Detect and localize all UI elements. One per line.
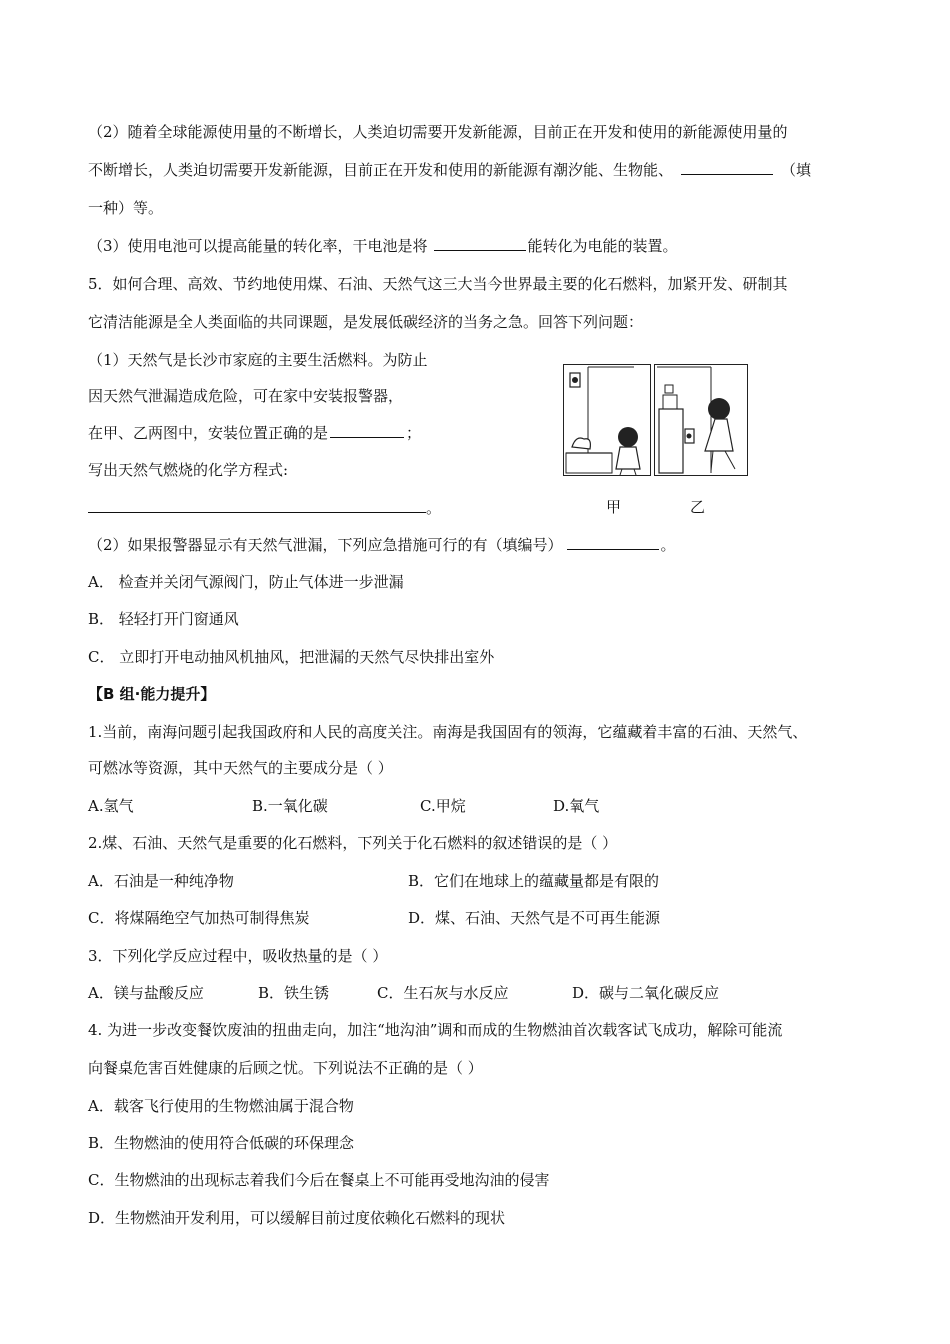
b-q4-option-b: B．生物燃油的使用符合低碳的环保理念 [88,1134,355,1152]
q5-part1-line5-end: 。 [426,499,442,517]
q5-option-b: B． 轻轻打开门窗通风 [88,610,239,628]
b-q2-option-d: D．煤、石油、天然气是不可再生能源 [408,909,661,927]
b-q1-line2: 可燃冰等资源，其中天然气的主要成分是（ ） [88,759,393,777]
b-q2-option-a: A．石油是一种纯净物 [88,872,234,890]
figure-label-yi: 乙 [690,498,706,516]
figure-jia-drawing [564,365,650,475]
b-q4-line2: 向餐桌危害百姓健康的后顾之忧。下列说法不正确的是（ ） [88,1059,483,1077]
b-q1-option-c: C.甲烷 [420,797,466,815]
b-q3-option-c: C．生石灰与水反应 [377,984,509,1002]
b-q2-option-b: B．它们在地球上的蕴藏量都是有限的 [408,872,660,890]
b-q1-option-d: D.氧气 [553,797,600,815]
b-q3-option-b: B．铁生锈 [258,984,330,1002]
b-q1-line1: 1.当前，南海问题引起我国政府和人民的高度关注。南海是我国固有的领海，它蕴藏着丰富的石油、天然气、 [88,723,808,741]
b-q3-option-d: D．碳与二氧化碳反应 [572,984,720,1002]
b-q3-option-a: A．镁与盐酸反应 [88,984,204,1002]
b-q3-stem: 3．下列化学反应过程中，吸收热量的是（ ） [88,947,388,965]
q5-intro-line2: 它清洁能源是全人类面临的共同课题，是发展低碳经济的当务之急。回答下列问题： [88,313,644,331]
q5-intro-line1: 5．如何合理、高效、节约地使用煤、石油、天然气这三大当今世界最主要的化石燃料，加紧开发、研制其 [88,275,788,293]
q5-part1-line3 [88,423,421,443]
q5-part2-suffix: 。 [660,536,676,554]
figure-jia [563,364,651,476]
b-q4-option-c: C．生物燃油的出现标志着我们今后在餐桌上不可能再受地沟油的侵害 [88,1171,550,1189]
equation-blank[interactable] [88,498,426,513]
b-q1-option-b: B.一氧化碳 [252,797,328,815]
q5-part2 [88,535,676,555]
b-q4-option-a: A．载客飞行使用的生物燃油属于混合物 [88,1097,354,1115]
answer-blank[interactable] [681,160,773,175]
b-q1-option-a: A.氢气 [88,797,134,815]
q5-part2-text: （2）如果报警器显示有天然气泄漏，下列应急措施可行的有（填编号） [88,536,563,554]
q4-part2-line1: （2）随着全球能源使用量的不断增长，人类迫切需要开发新能源，目前正在开发和使用的新能源使用量的 [88,123,788,141]
b-q2-option-c: C．将煤隔绝空气加热可制得焦炭 [88,909,310,927]
answer-blank[interactable] [567,535,659,550]
q5-part1-line2: 因天然气泄漏造成危险，可在家中安装报警器， [88,387,404,405]
q5-part1-line1: （1）天然气是长沙市家庭的主要生活燃料。为防止 [88,351,428,369]
q5-part1-line4: 写出天然气燃烧的化学方程式: [88,461,289,479]
q4-part2-line2-suffix: （填 [781,161,812,179]
b-q2-stem: 2.煤、石油、天然气是重要的化石燃料，下列关于化石燃料的叙述错误的是（ ） [88,834,618,852]
q5-part1-line5 [88,498,441,518]
answer-blank[interactable] [434,236,526,251]
q5-option-a: A． 检查并关闭气源阀门，防止气体进一步泄漏 [88,573,404,591]
q5-part1-line3-text: 在甲、乙两图中，安装位置正确的是 [88,424,329,442]
figure-yi [654,364,748,476]
q4-part2-line2-text: 不断增长，人类迫切需要开发新能源，目前正在开发和使用的新能源有潮汐能、生物能、 [88,161,674,179]
q5-part1-line3-suffix: ； [406,424,422,442]
q4-part2-line2 [88,160,811,180]
q4-part3 [88,236,678,256]
answer-blank[interactable] [330,423,404,438]
q4-part3-suffix: 能转化为电能的装置。 [527,237,678,255]
figure-yi-drawing [655,365,747,475]
q5-option-c: C． 立即打开电动抽风机抽风，把泄漏的天然气尽快排出室外 [88,648,495,666]
q4-part2-line3: 一种）等。 [88,199,164,217]
q4-part3-text: （3）使用电池可以提高能量的转化率，干电池是将 [88,237,428,255]
figure-label-jia: 甲 [606,498,622,516]
b-q4-line1: 4. 为进一步改变餐饮废油的扭曲走向，加注“地沟油”调和而成的生物燃油首次载客试飞成功，解除可能流 [88,1021,783,1039]
b-q4-option-d: D．生物燃油开发利用，可以缓解目前过度依赖化石燃料的现状 [88,1209,506,1227]
section-heading: 【B 组·能力提升】 [88,685,216,703]
